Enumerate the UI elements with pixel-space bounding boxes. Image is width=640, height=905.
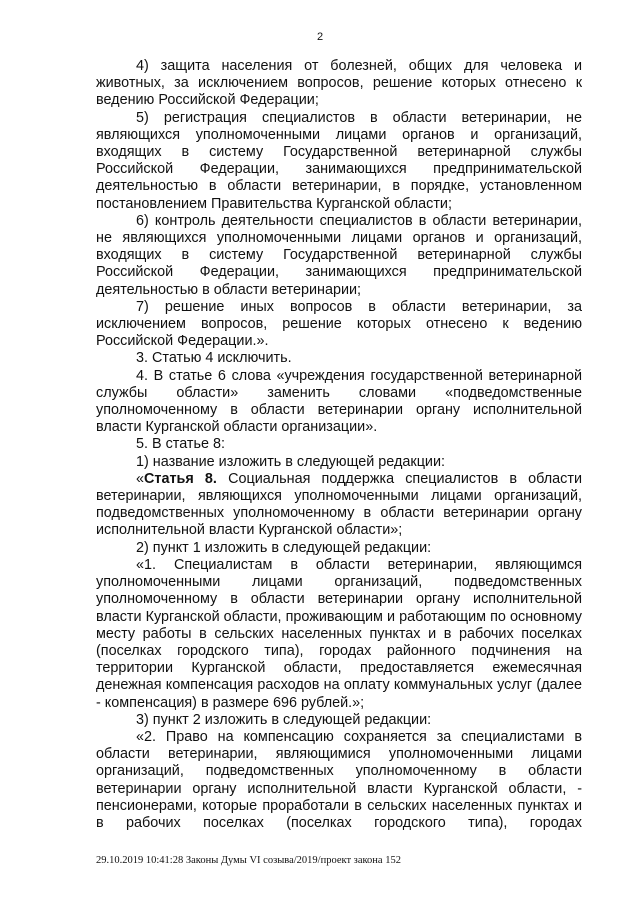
paragraph-subitem-2: 2) пункт 1 изложить в следующей редакции: [136, 539, 432, 556]
paragraph-clause-2: «2. Право на компенсацию сохраняется за специалистами в области ветеринарии, являющимися уполномоченными лицами организаций, подведомственных уполномоченному в области ветеринарии органу исполнительной власти Курганской области, - пенсионерами, которые проработали в сельских населенных пунктах и в рабочих поселках (поселках городского типа), городах [96, 728, 582, 831]
paragraph-subitem-1: 1) название изложить в следующей редакции: [136, 453, 446, 470]
paragraph-item-7: 7) решение иных вопросов в области ветеринарии, за исключением вопросов, решение которых отнесено к ведению Российской Федерации.». [96, 298, 582, 350]
paragraph-item-5: 5) регистрация специалистов в области ветеринарии, не являющихся уполномоченными лицами органов и организаций, входящих в систему Государственной ветеринарной службы Российской Федерации, занимающихся предпринимательской деятельностью в области ветеринарии, в порядке, установленном постановлением Правительства Курганской области; [96, 109, 582, 212]
paragraph-item-6: 6) контроль деятельности специалистов в области ветеринарии, не являющихся уполномоченными лицами органов и организаций, входящих в систему Государственной ветеринарной службы Российской Федерации, занимающихся предпринимательской деятельностью в области ветеринарии; [96, 212, 582, 298]
paragraph-article-8-title [96, 471, 582, 540]
paragraph-point-4: 4. В статье 6 слова «учреждения государственной ветеринарной службы области» заменить словами «подведомственные уполномоченному в области ветеринарии органу исполнительной власти Курганской области организации». [96, 367, 582, 436]
article-heading: Статья 8. [144, 470, 217, 487]
page-number: 2 [316, 31, 324, 43]
quote-open: « [136, 470, 145, 487]
paragraph-point-5: 5. В статье 8: [136, 436, 225, 453]
paragraph-clause-1: «1. Специалистам в области ветеринарии, являющимся уполномоченными лицами организаций, подведомственных уполномоченному в области ветеринарии органу исполнительной власти Курганской области, проживающим и работающим по основному месту работы в сельских населенных пунктах и в рабочих поселках (поселках городского типа), городах районного подчинения на территории Курганской области, предоставляется ежемесячная денежная компенсация расходов на оплату коммунальных услуг (далее - компенсация) в размере 696 рублей.»; [96, 556, 582, 711]
article-title-text: Социальная поддержка специалистов в области ветеринарии, являющихся уполномоченными лицами организаций, подведомственных уполномоченному в области ветеринарии органу исполнительной власти Курганской области»; [96, 470, 582, 539]
paragraph-subitem-3: 3) пункт 2 изложить в следующей редакции: [136, 711, 432, 728]
paragraph-point-3: 3. Статью 4 исключить. [136, 350, 292, 367]
document-body [96, 58, 582, 832]
paragraph-item-4: 4) защита населения от болезней, общих для человека и животных, за исключением вопросов, решение которых отнесено к ведению Российской Федерации; [96, 58, 582, 109]
footer-meta: 29.10.2019 10:41:28 Законы Думы VI созыва/2019/проект закона 152 [96, 855, 401, 866]
